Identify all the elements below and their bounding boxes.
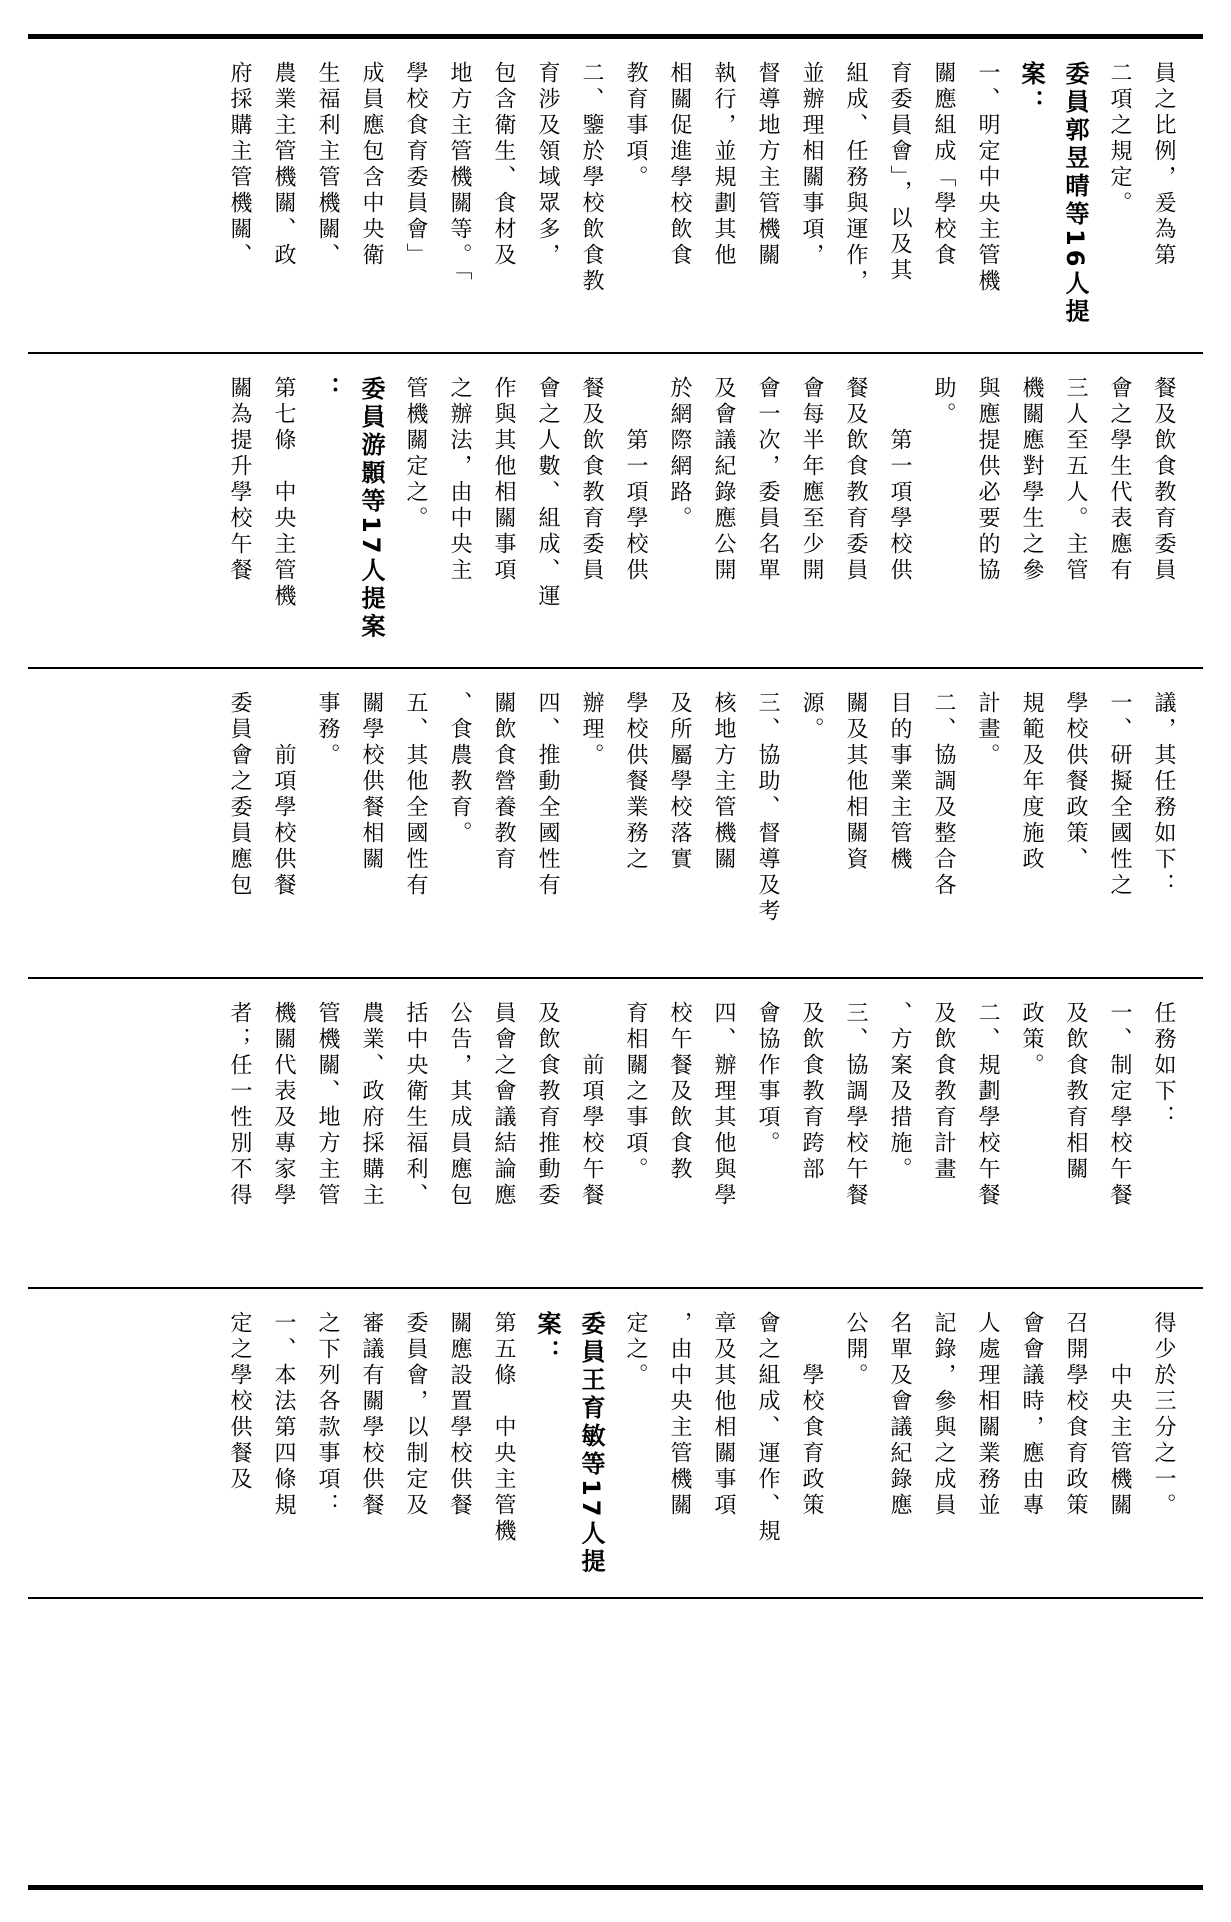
text-line: 一、研擬全國性之 (1107, 691, 1132, 899)
text-tier-4 (28, 979, 1203, 1289)
text-line: 辦理。 (579, 691, 604, 769)
text-line: 公告，其成員應包 (447, 1001, 472, 1209)
text-line: 學校供餐業務之 (623, 691, 648, 873)
text-line: 、食農教育。 (447, 691, 472, 847)
text-line: 成員應包含中央衛 (359, 61, 384, 269)
text-line: 名單及會議紀錄應 (887, 1311, 912, 1519)
text-line: 定之。 (623, 1311, 648, 1389)
bottom-rule (28, 1885, 1203, 1890)
text-line: 核地方主管機關 (711, 691, 736, 873)
text-line: 政策。 (1019, 1001, 1044, 1079)
text-line: 議，其任務如下： (1151, 691, 1176, 899)
text-line: ，由中央主管機關 (667, 1311, 692, 1519)
text-line: 委員會之委員應包 (227, 691, 252, 899)
text-line: 關學校供餐相關 (359, 691, 384, 873)
proposal-heading: 案： (1017, 61, 1045, 117)
text-line: 一、明定中央主管機 (975, 61, 1000, 295)
text-tier-3 (28, 669, 1203, 979)
text-line: 並辦理相關事項， (799, 61, 824, 269)
text-line: 定之學校供餐及 (227, 1311, 252, 1493)
text-line: 者；任一性別不得 (227, 1001, 252, 1209)
text-line: 第五條 中央主管機 (491, 1311, 516, 1545)
tier-5-text (28, 1289, 1203, 1597)
text-line: 任務如下： (1151, 1001, 1176, 1131)
text-line: 會每半年應至少開 (799, 376, 824, 584)
text-line: 學校供餐政策、 (1063, 691, 1088, 873)
text-line: 教育事項。 (623, 61, 648, 191)
text-line: 之辦法，由中央主 (447, 376, 472, 584)
text-line: 餐及飲食教育委員 (1151, 376, 1176, 584)
text-line: 委員會，以制定及 (403, 1311, 428, 1519)
text-line: 員之比例，爰為第 (1151, 61, 1176, 269)
tier-4-text (28, 979, 1203, 1287)
text-line: 作與其他相關事項 (491, 376, 516, 584)
text-line: 農業、政府採購主 (359, 1001, 384, 1209)
text-line: 執行，並規劃其他 (711, 61, 736, 269)
text-line: 關為提升學校午餐 (227, 376, 252, 584)
text-line: 會之組成、運作、規 (755, 1311, 780, 1545)
text-line: 事務。 (315, 691, 340, 769)
text-line: 校午餐及飲食教 (667, 1001, 692, 1183)
text-line: 規範及年度施政 (1019, 691, 1044, 873)
text-line: 源。 (799, 691, 824, 743)
proposal-heading: 委員郭昱晴等16人提 (1061, 61, 1089, 327)
text-line: 及飲食教育計畫 (931, 1001, 956, 1183)
tier-1-text (28, 39, 1203, 352)
text-line: 會協作事項。 (755, 1001, 780, 1157)
text-tier-1 (28, 39, 1203, 354)
text-line: 四、推動全國性有 (535, 691, 560, 899)
text-line: 三、協調學校午餐 (843, 1001, 868, 1209)
text-line: 育相關之事項。 (623, 1001, 648, 1183)
text-line: 記錄，參與之成員 (931, 1311, 956, 1519)
text-line: 公開。 (843, 1311, 868, 1389)
text-line: 機關應對學生之參 (1019, 376, 1044, 584)
text-line: 、方案及措施。 (887, 1001, 912, 1183)
text-tier-2 (28, 354, 1203, 669)
text-line: 四、辦理其他與學 (711, 1001, 736, 1209)
text-line: 一、制定學校午餐 (1107, 1001, 1132, 1209)
proposal-heading: ： (313, 376, 341, 404)
text-line: 三、協助、督導及考 (755, 691, 780, 925)
text-line: 二、協調及整合各 (931, 691, 956, 899)
text-line: 關應組成「學校食 (931, 61, 956, 269)
text-line: 包含衛生、食材及 (491, 61, 516, 269)
text-line: 農業主管機關、政 (271, 61, 296, 269)
text-line: 助。 (931, 376, 956, 428)
text-line: 一、本法第四條規 (271, 1311, 296, 1519)
text-line: 學校食育委員會」 (403, 61, 428, 269)
text-line: 三人至五人。主管 (1063, 376, 1088, 584)
text-line: 章及其他相關事項 (711, 1311, 736, 1519)
tier-3-text (28, 669, 1203, 977)
text-line: 及飲食教育跨部 (799, 1001, 824, 1183)
text-line: 與應提供必要的協 (975, 376, 1000, 584)
text-line: 機關代表及專家學 (271, 1001, 296, 1209)
text-line: 目的事業主管機 (887, 691, 912, 873)
text-line: 育涉及領域眾多， (535, 61, 560, 269)
text-line: 府採購主管機關、 (227, 61, 252, 269)
text-line: 會一次，委員名單 (755, 376, 780, 584)
text-line: 第七條 中央主管機 (271, 376, 296, 610)
text-line: 二、規劃學校午餐 (975, 1001, 1000, 1209)
text-line: 及飲食教育推動委 (535, 1001, 560, 1209)
text-line: 二、鑒於學校飲食教 (579, 61, 604, 295)
proposal-heading: 委員王育敏等17人提 (577, 1311, 605, 1577)
text-line: 召開學校食育政策 (1063, 1311, 1088, 1519)
text-line: 地方主管機關等。「 (447, 61, 472, 284)
text-line: 於網際網路。 (667, 376, 692, 532)
text-line: 計畫。 (975, 691, 1000, 769)
text-line: 餐及飲食教育委員 (843, 376, 868, 584)
text-line: 五、其他全國性有 (403, 691, 428, 899)
text-line: 關及其他相關資 (843, 691, 868, 873)
text-line: 第一項學校供 (623, 376, 648, 584)
text-line: 中央主管機關 (1107, 1311, 1132, 1519)
text-line: 會會議時，應由專 (1019, 1311, 1044, 1519)
text-line: 審議有關學校供餐 (359, 1311, 384, 1519)
text-line: 會之人數、組成、運 (535, 376, 560, 610)
text-line: 及所屬學校落實 (667, 691, 692, 873)
text-line: 餐及飲食教育委員 (579, 376, 604, 584)
text-line: 前項學校供餐 (271, 691, 296, 899)
text-line: 育委員會」，以及其 (887, 61, 912, 284)
text-line: 組成、任務與運作， (843, 61, 868, 295)
text-line: 得少於三分之一。 (1151, 1311, 1176, 1519)
text-line: 督導地方主管機關 (755, 61, 780, 269)
proposal-heading: 委員游顥等17人提案 (357, 376, 385, 642)
tier-2-text (28, 354, 1203, 667)
text-line: 之下列各款事項： (315, 1311, 340, 1519)
text-tier-5 (28, 1289, 1203, 1599)
text-line: 及會議紀錄應公開 (711, 376, 736, 584)
proposal-heading: 案： (533, 1311, 561, 1367)
text-line: 管機關定之。 (403, 376, 428, 532)
text-line: 關應設置學校供餐 (447, 1311, 472, 1519)
text-line: 管機關、地方主管 (315, 1001, 340, 1209)
text-line: 員會之會議結論應 (491, 1001, 516, 1209)
text-line: 及飲食教育相關 (1063, 1001, 1088, 1183)
text-line: 會之學生代表應有 (1107, 376, 1132, 584)
text-line: 人處理相關業務並 (975, 1311, 1000, 1519)
text-line: 前項學校午餐 (579, 1001, 604, 1209)
text-line: 相關促進學校飲食 (667, 61, 692, 269)
text-line: 二項之規定。 (1107, 61, 1132, 217)
text-line: 關飲食營養教育 (491, 691, 516, 873)
text-line: 生福利主管機關、 (315, 61, 340, 269)
text-line: 第一項學校供 (887, 376, 912, 584)
text-line: 學校食育政策 (799, 1311, 824, 1519)
text-line: 括中央衛生福利、 (403, 1001, 428, 1209)
